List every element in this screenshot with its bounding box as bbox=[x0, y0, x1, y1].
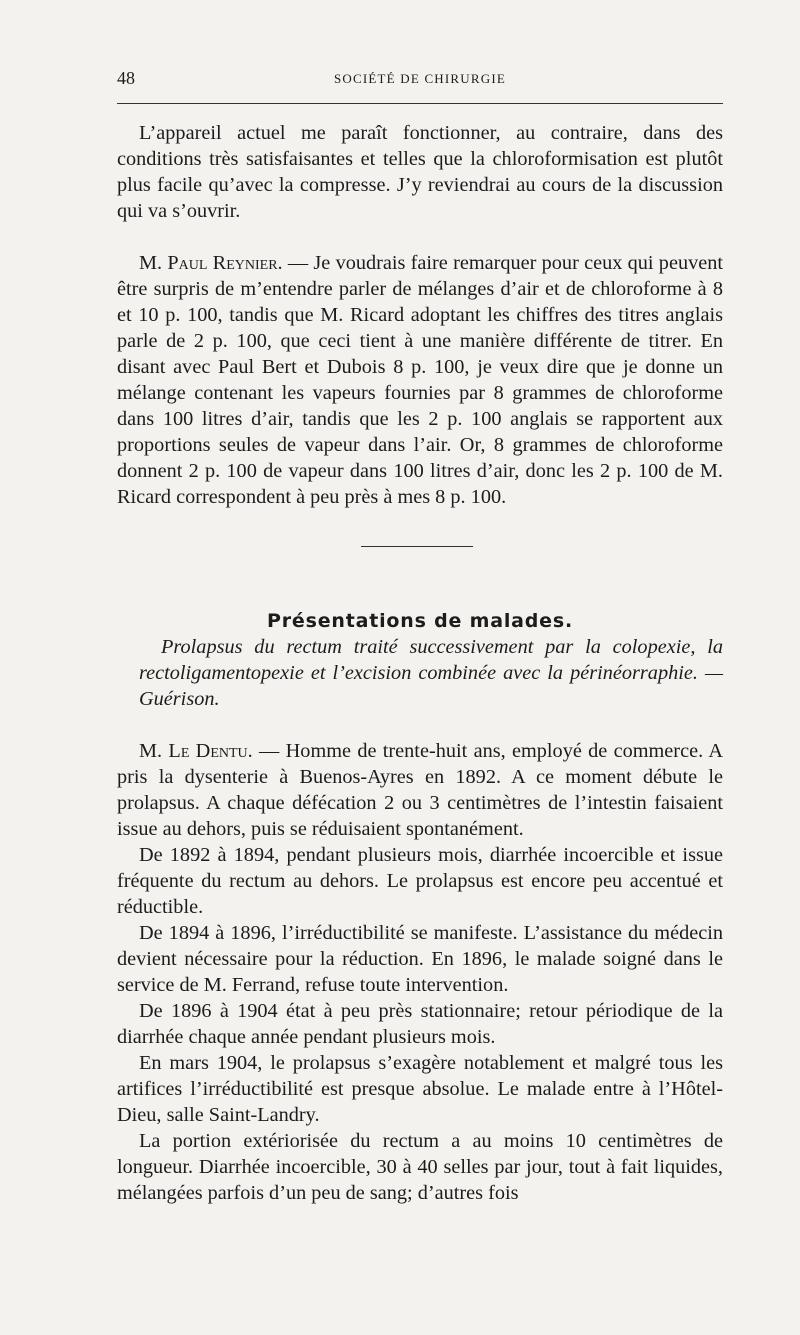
header-rule bbox=[117, 103, 723, 104]
section-heading: Présentations de malades. bbox=[267, 610, 573, 632]
case-title: Prolapsus du rectum traité successivement par la colopexie, la rectoligamentopexie et l’excision combinée avec la périnéorraphie. — Guérison. bbox=[139, 636, 723, 710]
paragraph-text: — Je voudrais faire remarquer pour ceux qui peuvent être surpris de m’entendre parler de mélanges d’air et de chloroforme à 8 et 10 p. 100, tandis que M. Ricard adoptant les chiffres des titres anglais parle de 2 p. 100, que ceci tient à une manière différente de titrer. En disant avec Paul Bert et Dubois 8 p. 100, je veux dire que je donne un mélange contenant les vapeurs fournies par 8 grammes de chloroforme dans 100 litres d’air, tandis que les 2 p. 100 anglais se rapportent aux proportions seules de vapeur dans l’air. Or, 8 grammes de chloroforme donnent 2 p. 100 de vapeur dans 100 litres d’air, donc les 2 p. 100 de M. Ricard correspondent à peu près à mes 8 p. 100. bbox=[117, 252, 724, 508]
paragraph: De 1892 à 1894, pendant plusieurs mois, diarrhée incoercible et issue fréquente du rectum au dehors. Le prolapsus est encore peu accentué et réductible. bbox=[117, 844, 723, 918]
paragraph bbox=[117, 738, 723, 842]
page-header bbox=[117, 68, 723, 96]
section-separator bbox=[361, 546, 473, 547]
page-number: 48 bbox=[117, 68, 135, 88]
paragraph: L’appareil actuel me paraît fonctionner, au contraire, dans des conditions très satisfaisantes et telles que la chloroformisation est plutôt plus facile qu’avec la compresse. J’y reviendrai au cours de la discussion qui va s’ouvrir. bbox=[117, 122, 723, 222]
paragraph: La portion extériorisée du rectum a au moins 10 centimètres de longueur. Diarrhée incoercible, 30 à 40 selles par jour, tout à fait liquides, mélangées parfois d’un peu de sang; d’autres fois bbox=[117, 1130, 723, 1204]
speaker-name: M. Paul Reynier. bbox=[139, 252, 283, 274]
speaker-name: M. Le Dentu. bbox=[139, 740, 253, 762]
paragraph-text: — Homme de trente-huit ans, employé de commerce. A pris la dysenterie à Buenos-Ayres en 1892. A ce moment débute le prolapsus. A chaque défécation 2 ou 3 centimètres de l’intestin faisaient issue au dehors, puis se réduisaient spontanément. bbox=[117, 740, 723, 840]
paragraph bbox=[117, 250, 723, 510]
running-title: SOCIÉTÉ DE CHIRURGIE bbox=[333, 71, 507, 86]
body-text bbox=[117, 120, 723, 1206]
separator-wrap bbox=[117, 510, 723, 568]
paragraph: De 1896 à 1904 état à peu près stationnaire; retour périodique de la diarrhée chaque année pendant plusieurs mois. bbox=[117, 1000, 723, 1048]
paragraph: En mars 1904, le prolapsus s’exagère notablement et malgré tous les artifices l’irréductibilité est presque absolue. Le malade entre à l’Hôtel-Dieu, salle Saint-Landry. bbox=[117, 1052, 723, 1126]
paragraph: De 1894 à 1896, l’irréductibilité se manifeste. L’assistance du médecin devient nécessaire pour la réduction. En 1896, le malade soigné dans le service de M. Ferrand, refuse toute intervention. bbox=[117, 922, 723, 996]
